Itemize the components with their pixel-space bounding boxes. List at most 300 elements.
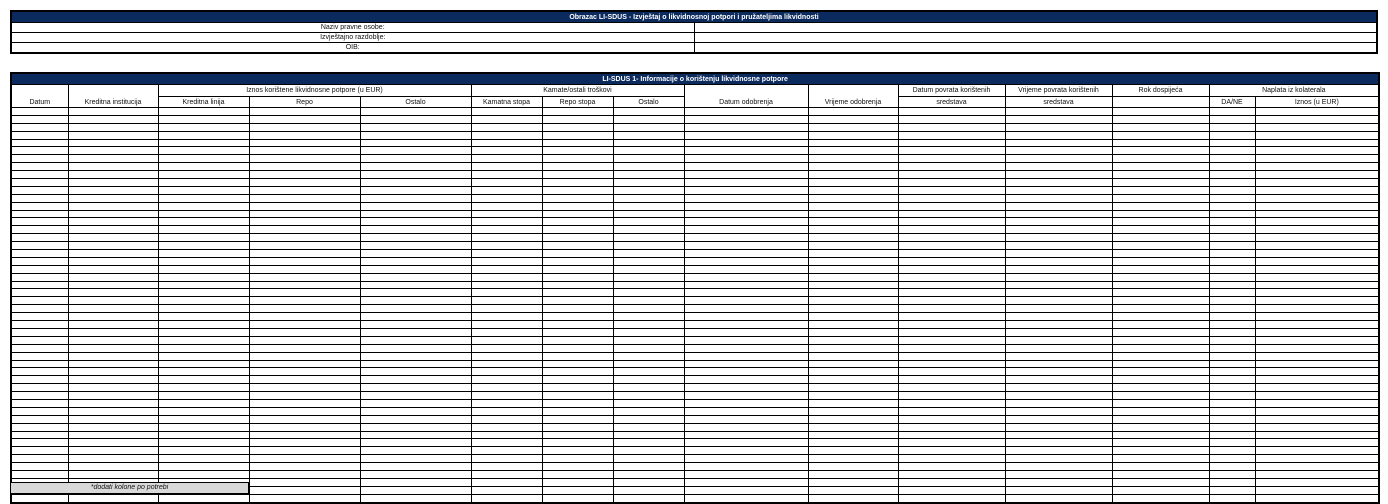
table-cell[interactable] — [11, 447, 68, 455]
table-cell[interactable] — [542, 313, 613, 321]
table-cell[interactable] — [613, 242, 684, 250]
table-cell[interactable] — [11, 265, 68, 273]
table-cell[interactable] — [249, 415, 360, 423]
table-cell[interactable] — [1005, 234, 1112, 242]
table-cell[interactable] — [1209, 336, 1255, 344]
table-cell[interactable] — [1112, 226, 1209, 234]
table-cell[interactable] — [808, 470, 898, 478]
table-cell[interactable] — [898, 163, 1005, 171]
table-cell[interactable] — [1112, 392, 1209, 400]
table-cell[interactable] — [158, 257, 249, 265]
table-cell[interactable] — [249, 194, 360, 202]
table-cell[interactable] — [1005, 210, 1112, 218]
table-cell[interactable] — [360, 257, 471, 265]
table-cell[interactable] — [1255, 344, 1379, 352]
table-cell[interactable] — [808, 415, 898, 423]
table-cell[interactable] — [360, 108, 471, 116]
table-cell[interactable] — [542, 478, 613, 486]
table-cell[interactable] — [360, 470, 471, 478]
table-cell[interactable] — [68, 313, 158, 321]
table-cell[interactable] — [684, 202, 808, 210]
table-cell[interactable] — [1209, 328, 1255, 336]
table-cell[interactable] — [808, 455, 898, 463]
table-cell[interactable] — [360, 360, 471, 368]
table-cell[interactable] — [1255, 155, 1379, 163]
table-cell[interactable] — [68, 234, 158, 242]
table-cell[interactable] — [1005, 313, 1112, 321]
table-cell[interactable] — [1112, 313, 1209, 321]
table-cell[interactable] — [68, 423, 158, 431]
table-cell[interactable] — [1005, 139, 1112, 147]
table-cell[interactable] — [1005, 108, 1112, 116]
table-cell[interactable] — [684, 305, 808, 313]
table-cell[interactable] — [158, 115, 249, 123]
table-cell[interactable] — [1112, 242, 1209, 250]
table-cell[interactable] — [542, 171, 613, 179]
table-cell[interactable] — [471, 447, 542, 455]
table-cell[interactable] — [1255, 494, 1379, 502]
table-cell[interactable] — [11, 384, 68, 392]
table-cell[interactable] — [808, 186, 898, 194]
table-cell[interactable] — [11, 455, 68, 463]
table-cell[interactable] — [11, 415, 68, 423]
table-cell[interactable] — [613, 313, 684, 321]
table-cell[interactable] — [1112, 423, 1209, 431]
table-cell[interactable] — [613, 415, 684, 423]
table-cell[interactable] — [613, 163, 684, 171]
table-cell[interactable] — [1209, 470, 1255, 478]
table-cell[interactable] — [1112, 463, 1209, 471]
table-cell[interactable] — [684, 186, 808, 194]
table-cell[interactable] — [898, 194, 1005, 202]
table-cell[interactable] — [11, 186, 68, 194]
table-cell[interactable] — [542, 470, 613, 478]
table-cell[interactable] — [1255, 171, 1379, 179]
table-cell[interactable] — [249, 257, 360, 265]
table-cell[interactable] — [1209, 423, 1255, 431]
table-cell[interactable] — [360, 415, 471, 423]
table-cell[interactable] — [68, 155, 158, 163]
table-cell[interactable] — [613, 179, 684, 187]
table-cell[interactable] — [613, 218, 684, 226]
table-cell[interactable] — [360, 218, 471, 226]
table-cell[interactable] — [684, 171, 808, 179]
table-cell[interactable] — [542, 234, 613, 242]
table-cell[interactable] — [1209, 455, 1255, 463]
table-cell[interactable] — [613, 360, 684, 368]
table-cell[interactable] — [158, 399, 249, 407]
table-cell[interactable] — [542, 139, 613, 147]
table-cell[interactable] — [360, 242, 471, 250]
table-cell[interactable] — [68, 321, 158, 329]
table-cell[interactable] — [1255, 210, 1379, 218]
table-cell[interactable] — [1209, 131, 1255, 139]
table-cell[interactable] — [898, 415, 1005, 423]
table-cell[interactable] — [249, 336, 360, 344]
table-cell[interactable] — [1112, 407, 1209, 415]
table-cell[interactable] — [68, 399, 158, 407]
input-izvjestajno-razdoblje[interactable] — [694, 33, 1377, 43]
table-cell[interactable] — [1255, 478, 1379, 486]
table-cell[interactable] — [684, 297, 808, 305]
table-cell[interactable] — [68, 226, 158, 234]
table-cell[interactable] — [471, 234, 542, 242]
table-cell[interactable] — [360, 194, 471, 202]
table-cell[interactable] — [542, 368, 613, 376]
table-cell[interactable] — [360, 439, 471, 447]
table-cell[interactable] — [613, 463, 684, 471]
table-cell[interactable] — [1255, 376, 1379, 384]
table-cell[interactable] — [68, 415, 158, 423]
table-cell[interactable] — [360, 447, 471, 455]
table-cell[interactable] — [1255, 250, 1379, 258]
table-cell[interactable] — [613, 210, 684, 218]
table-cell[interactable] — [542, 392, 613, 400]
table-cell[interactable] — [684, 289, 808, 297]
table-cell[interactable] — [158, 265, 249, 273]
table-cell[interactable] — [613, 250, 684, 258]
input-naziv-pravne-osobe[interactable] — [694, 23, 1377, 33]
table-cell[interactable] — [898, 108, 1005, 116]
table-cell[interactable] — [1005, 147, 1112, 155]
table-cell[interactable] — [1209, 210, 1255, 218]
table-cell[interactable] — [68, 194, 158, 202]
table-cell[interactable] — [542, 123, 613, 131]
table-cell[interactable] — [249, 407, 360, 415]
table-cell[interactable] — [684, 415, 808, 423]
table-cell[interactable] — [11, 352, 68, 360]
table-cell[interactable] — [1005, 399, 1112, 407]
table-cell[interactable] — [1255, 360, 1379, 368]
table-cell[interactable] — [684, 447, 808, 455]
table-cell[interactable] — [1209, 494, 1255, 502]
table-cell[interactable] — [684, 455, 808, 463]
table-cell[interactable] — [1005, 115, 1112, 123]
table-cell[interactable] — [613, 486, 684, 494]
table-cell[interactable] — [1005, 486, 1112, 494]
table-cell[interactable] — [1209, 352, 1255, 360]
table-cell[interactable] — [158, 273, 249, 281]
table-cell[interactable] — [68, 171, 158, 179]
table-cell[interactable] — [158, 139, 249, 147]
table-cell[interactable] — [1005, 226, 1112, 234]
table-cell[interactable] — [471, 478, 542, 486]
table-cell[interactable] — [898, 115, 1005, 123]
table-cell[interactable] — [68, 297, 158, 305]
table-cell[interactable] — [249, 478, 360, 486]
table-cell[interactable] — [471, 463, 542, 471]
table-cell[interactable] — [1112, 344, 1209, 352]
table-cell[interactable] — [158, 384, 249, 392]
table-cell[interactable] — [542, 242, 613, 250]
table-cell[interactable] — [11, 305, 68, 313]
table-cell[interactable] — [1005, 463, 1112, 471]
table-cell[interactable] — [360, 321, 471, 329]
table-cell[interactable] — [1112, 384, 1209, 392]
table-cell[interactable] — [898, 407, 1005, 415]
table-cell[interactable] — [613, 171, 684, 179]
table-cell[interactable] — [808, 494, 898, 502]
table-cell[interactable] — [898, 368, 1005, 376]
table-cell[interactable] — [1005, 376, 1112, 384]
table-cell[interactable] — [898, 328, 1005, 336]
table-cell[interactable] — [68, 368, 158, 376]
table-cell[interactable] — [471, 273, 542, 281]
table-cell[interactable] — [542, 273, 613, 281]
table-cell[interactable] — [471, 423, 542, 431]
table-cell[interactable] — [1255, 470, 1379, 478]
table-cell[interactable] — [1005, 407, 1112, 415]
table-cell[interactable] — [1209, 155, 1255, 163]
table-cell[interactable] — [613, 226, 684, 234]
table-cell[interactable] — [158, 218, 249, 226]
table-cell[interactable] — [11, 163, 68, 171]
table-cell[interactable] — [1005, 392, 1112, 400]
table-cell[interactable] — [1209, 171, 1255, 179]
table-cell[interactable] — [684, 392, 808, 400]
table-cell[interactable] — [471, 108, 542, 116]
table-cell[interactable] — [613, 155, 684, 163]
table-cell[interactable] — [360, 407, 471, 415]
table-cell[interactable] — [542, 226, 613, 234]
table-cell[interactable] — [1005, 470, 1112, 478]
table-cell[interactable] — [1209, 289, 1255, 297]
table-cell[interactable] — [898, 123, 1005, 131]
table-cell[interactable] — [68, 494, 158, 502]
table-cell[interactable] — [249, 123, 360, 131]
table-cell[interactable] — [613, 439, 684, 447]
table-cell[interactable] — [898, 305, 1005, 313]
table-cell[interactable] — [898, 179, 1005, 187]
table-cell[interactable] — [360, 455, 471, 463]
table-cell[interactable] — [808, 431, 898, 439]
table-cell[interactable] — [1255, 218, 1379, 226]
table-cell[interactable] — [898, 250, 1005, 258]
table-cell[interactable] — [1209, 344, 1255, 352]
table-cell[interactable] — [898, 202, 1005, 210]
table-cell[interactable] — [1209, 392, 1255, 400]
table-cell[interactable] — [471, 163, 542, 171]
table-cell[interactable] — [68, 344, 158, 352]
table-cell[interactable] — [471, 360, 542, 368]
table-cell[interactable] — [1255, 321, 1379, 329]
table-cell[interactable] — [471, 486, 542, 494]
table-cell[interactable] — [542, 399, 613, 407]
table-cell[interactable] — [249, 281, 360, 289]
table-cell[interactable] — [808, 257, 898, 265]
table-cell[interactable] — [249, 171, 360, 179]
table-cell[interactable] — [1255, 352, 1379, 360]
table-cell[interactable] — [613, 352, 684, 360]
table-cell[interactable] — [1255, 423, 1379, 431]
table-cell[interactable] — [360, 384, 471, 392]
table-cell[interactable] — [360, 131, 471, 139]
table-cell[interactable] — [68, 407, 158, 415]
table-cell[interactable] — [684, 384, 808, 392]
table-cell[interactable] — [471, 297, 542, 305]
table-cell[interactable] — [249, 392, 360, 400]
table-cell[interactable] — [613, 399, 684, 407]
table-cell[interactable] — [898, 313, 1005, 321]
table-cell[interactable] — [11, 423, 68, 431]
table-cell[interactable] — [11, 328, 68, 336]
table-cell[interactable] — [1255, 368, 1379, 376]
table-cell[interactable] — [68, 147, 158, 155]
table-cell[interactable] — [1005, 368, 1112, 376]
table-cell[interactable] — [1005, 179, 1112, 187]
table-cell[interactable] — [1112, 194, 1209, 202]
table-cell[interactable] — [471, 289, 542, 297]
table-cell[interactable] — [542, 321, 613, 329]
table-cell[interactable] — [471, 257, 542, 265]
table-cell[interactable] — [1209, 147, 1255, 155]
table-cell[interactable] — [360, 273, 471, 281]
table-cell[interactable] — [684, 321, 808, 329]
table-cell[interactable] — [808, 336, 898, 344]
table-cell[interactable] — [1255, 407, 1379, 415]
table-cell[interactable] — [684, 123, 808, 131]
table-cell[interactable] — [542, 147, 613, 155]
table-cell[interactable] — [1112, 273, 1209, 281]
table-cell[interactable] — [1209, 218, 1255, 226]
table-cell[interactable] — [808, 281, 898, 289]
table-cell[interactable] — [1112, 210, 1209, 218]
table-cell[interactable] — [249, 163, 360, 171]
table-cell[interactable] — [613, 289, 684, 297]
table-cell[interactable] — [11, 463, 68, 471]
table-cell[interactable] — [68, 281, 158, 289]
table-cell[interactable] — [1112, 328, 1209, 336]
table-cell[interactable] — [68, 218, 158, 226]
table-cell[interactable] — [542, 179, 613, 187]
table-cell[interactable] — [684, 376, 808, 384]
table-cell[interactable] — [898, 281, 1005, 289]
table-cell[interactable] — [11, 257, 68, 265]
table-cell[interactable] — [471, 210, 542, 218]
table-cell[interactable] — [471, 376, 542, 384]
table-cell[interactable] — [898, 234, 1005, 242]
table-cell[interactable] — [249, 352, 360, 360]
table-cell[interactable] — [613, 234, 684, 242]
table-cell[interactable] — [1209, 463, 1255, 471]
table-cell[interactable] — [613, 131, 684, 139]
table-cell[interactable] — [542, 250, 613, 258]
table-cell[interactable] — [158, 439, 249, 447]
table-cell[interactable] — [471, 415, 542, 423]
table-cell[interactable] — [11, 242, 68, 250]
table-cell[interactable] — [1209, 486, 1255, 494]
table-cell[interactable] — [898, 171, 1005, 179]
table-cell[interactable] — [1112, 470, 1209, 478]
table-cell[interactable] — [471, 155, 542, 163]
table-cell[interactable] — [808, 179, 898, 187]
table-cell[interactable] — [542, 115, 613, 123]
table-cell[interactable] — [11, 494, 68, 502]
table-cell[interactable] — [684, 273, 808, 281]
table-cell[interactable] — [360, 265, 471, 273]
table-cell[interactable] — [808, 463, 898, 471]
table-cell[interactable] — [249, 423, 360, 431]
table-cell[interactable] — [684, 218, 808, 226]
table-cell[interactable] — [1005, 415, 1112, 423]
table-cell[interactable] — [249, 321, 360, 329]
table-cell[interactable] — [360, 305, 471, 313]
table-cell[interactable] — [1209, 108, 1255, 116]
table-cell[interactable] — [68, 131, 158, 139]
table-cell[interactable] — [1005, 218, 1112, 226]
table-cell[interactable] — [158, 470, 249, 478]
table-cell[interactable] — [360, 171, 471, 179]
table-cell[interactable] — [1209, 376, 1255, 384]
table-cell[interactable] — [249, 384, 360, 392]
table-cell[interactable] — [898, 352, 1005, 360]
table-cell[interactable] — [684, 470, 808, 478]
table-cell[interactable] — [542, 439, 613, 447]
table-cell[interactable] — [684, 115, 808, 123]
table-cell[interactable] — [542, 463, 613, 471]
table-cell[interactable] — [11, 171, 68, 179]
table-cell[interactable] — [360, 336, 471, 344]
table-cell[interactable] — [898, 265, 1005, 273]
table-cell[interactable] — [898, 376, 1005, 384]
table-cell[interactable] — [249, 289, 360, 297]
table-cell[interactable] — [684, 163, 808, 171]
table-cell[interactable] — [1112, 336, 1209, 344]
table-cell[interactable] — [1005, 171, 1112, 179]
table-cell[interactable] — [360, 463, 471, 471]
table-cell[interactable] — [808, 321, 898, 329]
table-cell[interactable] — [249, 344, 360, 352]
table-cell[interactable] — [1209, 384, 1255, 392]
table-cell[interactable] — [1209, 202, 1255, 210]
table-cell[interactable] — [158, 210, 249, 218]
table-cell[interactable] — [1112, 250, 1209, 258]
table-cell[interactable] — [11, 234, 68, 242]
table-cell[interactable] — [68, 305, 158, 313]
table-cell[interactable] — [1209, 360, 1255, 368]
table-cell[interactable] — [1209, 163, 1255, 171]
table-cell[interactable] — [360, 155, 471, 163]
table-cell[interactable] — [684, 265, 808, 273]
table-cell[interactable] — [808, 194, 898, 202]
table-cell[interactable] — [158, 202, 249, 210]
table-cell[interactable] — [471, 139, 542, 147]
table-cell[interactable] — [11, 250, 68, 258]
table-cell[interactable] — [684, 439, 808, 447]
table-cell[interactable] — [1255, 163, 1379, 171]
table-cell[interactable] — [1255, 281, 1379, 289]
table-cell[interactable] — [249, 273, 360, 281]
table-cell[interactable] — [1005, 123, 1112, 131]
table-cell[interactable] — [613, 186, 684, 194]
table-cell[interactable] — [808, 478, 898, 486]
table-cell[interactable] — [249, 179, 360, 187]
table-cell[interactable] — [613, 447, 684, 455]
table-cell[interactable] — [68, 384, 158, 392]
table-cell[interactable] — [898, 155, 1005, 163]
table-cell[interactable] — [1112, 123, 1209, 131]
table-cell[interactable] — [898, 147, 1005, 155]
table-cell[interactable] — [684, 328, 808, 336]
table-cell[interactable] — [808, 242, 898, 250]
table-cell[interactable] — [684, 226, 808, 234]
table-cell[interactable] — [11, 289, 68, 297]
table-cell[interactable] — [158, 131, 249, 139]
table-cell[interactable] — [684, 147, 808, 155]
table-cell[interactable] — [471, 384, 542, 392]
table-cell[interactable] — [1255, 108, 1379, 116]
table-cell[interactable] — [898, 447, 1005, 455]
